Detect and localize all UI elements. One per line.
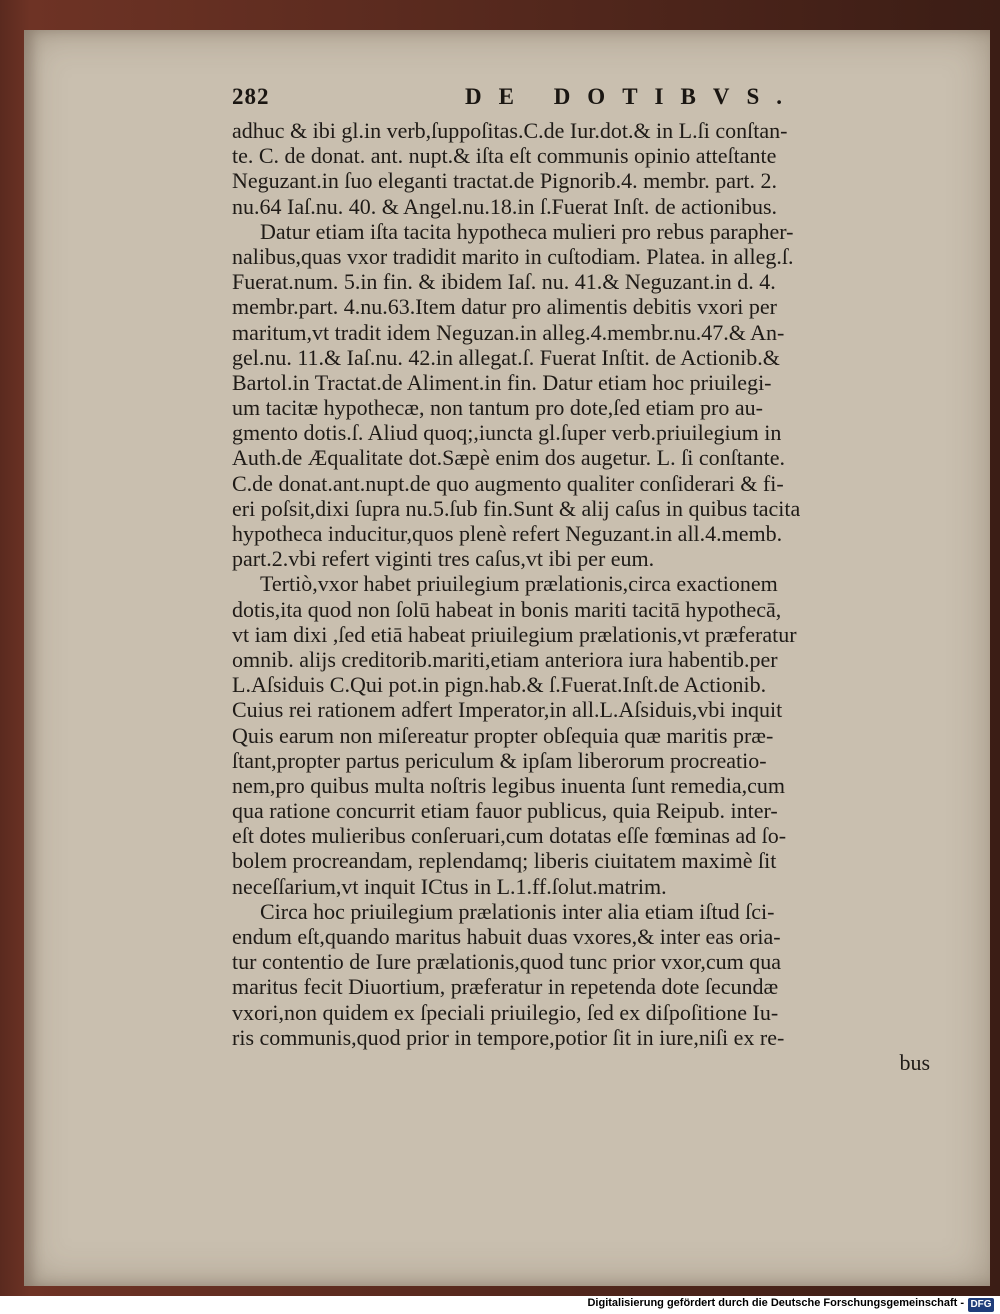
text-line: nu.64 Iaſ.nu. 40. & Angel.nu.18.in ſ.Fuerat Inſt. de actionibus. [232, 193, 778, 219]
text-line: adhuc & ibi gl.in verb,ſuppoſitas.C.de Iur.dot.& in L.ſi conſtan- [232, 118, 788, 143]
dfg-logo-icon: DFG [968, 1298, 994, 1312]
text-line: te. C. de donat. ant. nupt.& iſta eſt communis opinio atteſtante [232, 143, 777, 169]
digitization-footer [0, 1296, 1000, 1314]
text-line: tur contentio de Iure prælationis,quod tunc prior vxor,cum qua [232, 949, 781, 975]
text-line: hypotheca inducitur,quos plenè refert Neguzant.in all.4.memb. [232, 521, 783, 546]
paragraph-start-line: Tertiò,vxor habet priuilegium prælationis,circa exactionem [260, 571, 778, 597]
text-line: C.de donat.ant.nupt.de quo augmento qualiter conſiderari & fi- [232, 470, 784, 496]
text-line: Quis earum non miſereatur propter obſequia quæ maritis præ- [232, 722, 774, 748]
text-line: maritus fecit Diuortium, præferatur in repetenda dote ſecundæ [232, 974, 779, 1000]
text-line: neceſſarium,vt inquit ICtus in L.1.ff.ſolut.matrim. [232, 873, 667, 899]
text-line: eſt dotes mulieribus conſeruari,cum dotatas eſſe fœminas ad ſo- [232, 823, 787, 849]
text-line: endum eſt,quando maritus habuit duas vxores,& inter eas oria- [232, 924, 781, 949]
catchword: bus [899, 1049, 930, 1075]
text-line: Auth.de Æqualitate dot.Sæpè enim dos augetur. L. ſi conſtante. [232, 445, 785, 471]
text-line: Neguzant.in ſuo eleganti tractat.de Pignorib.4. membr. part. 2. [232, 168, 777, 194]
body-text [232, 118, 932, 1075]
text-line: gel.nu. 11.& Iaſ.nu. 42.in allegat.ſ. Fuerat Inſtit. de Actionib.& [232, 344, 780, 370]
text-line: Fuerat.num. 5.in fin. & ibidem Iaſ. nu. 41.& Neguzant.in d. 4. [232, 269, 776, 295]
text-line: bolem procreandam, replendamq; liberis ciuitatem maximè ſit [232, 848, 777, 874]
text-line: nem,pro quibus multa noſtris legibus inuenta ſunt remedia,cum [232, 772, 785, 798]
text-line: um tacitæ hypothecæ, non tantum pro dote,ſed etiam pro au- [232, 395, 763, 421]
text-line: eri poſsit,dixi ſupra nu.5.ſub fin.Sunt & alij caſus in quibus tacita [232, 495, 801, 521]
text-line: vt iam dixi ,ſed etiā habeat priuilegium prælationis,vt præferatur [232, 621, 797, 647]
running-head: DE DOTIBVS. [465, 84, 799, 109]
page-header [232, 84, 972, 116]
text-line: nalibus,quas vxor tradidit marito in cuſtodiam. Platea. in alleg.ſ. [232, 243, 794, 269]
text-line: Cuius rei rationem adfert Imperator,in all.L.Aſsiduis,vbi inquit [232, 697, 783, 723]
text-line: Bartol.in Tractat.de Aliment.in fin. Datur etiam hoc priuilegi- [232, 369, 772, 395]
text-line: membr.part. 4.nu.63.Item datur pro alimentis debitis vxori per [232, 294, 777, 320]
text-line: ſtant,propter partus periculum & ipſam liberorum procreatio- [232, 747, 767, 773]
text-line: qua ratione concurrit etiam fauor publicus, quia Reipub. inter- [232, 798, 778, 824]
text-line: maritum,vt tradit idem Neguzan.in alleg.4.membr.nu.47.& An- [232, 319, 785, 345]
text-line: omnib. alijs creditorib.mariti,etiam anteriora iura habentib.per [232, 646, 778, 672]
text-line: part.2.vbi refert viginti tres caſus,vt ibi per eum. [232, 546, 655, 572]
text-line: gmento dotis.ſ. Aliud quoq;,iuncta gl.ſuper verb.priuilegium in [232, 420, 782, 446]
funding-credit: Digitalisierung gefördert durch die Deutsche Forschungsgemeinschaft - [587, 1297, 964, 1309]
text-line: dotis,ita quod non ſolū habeat in bonis mariti tacitā hypothecā, [232, 596, 782, 622]
text-line: vxori,non quidem ex ſpeciali priuilegio, ſed ex diſpoſitione Iu- [232, 999, 779, 1025]
paragraph-start-line: Circa hoc priuilegium prælationis inter alia etiam iſtud ſci- [260, 898, 775, 924]
text-line: ris communis,quod prior in tempore,potior ſit in iure,niſi ex re- [232, 1024, 785, 1050]
page-number: 282 [232, 84, 270, 109]
paragraph-start-line: Datur etiam iſta tacita hypotheca mulieri pro rebus parapher- [260, 218, 794, 244]
text-line: L.Aſsiduis C.Qui pot.in pign.hab.& ſ.Fuerat.Inſt.de Actionib. [232, 672, 767, 698]
